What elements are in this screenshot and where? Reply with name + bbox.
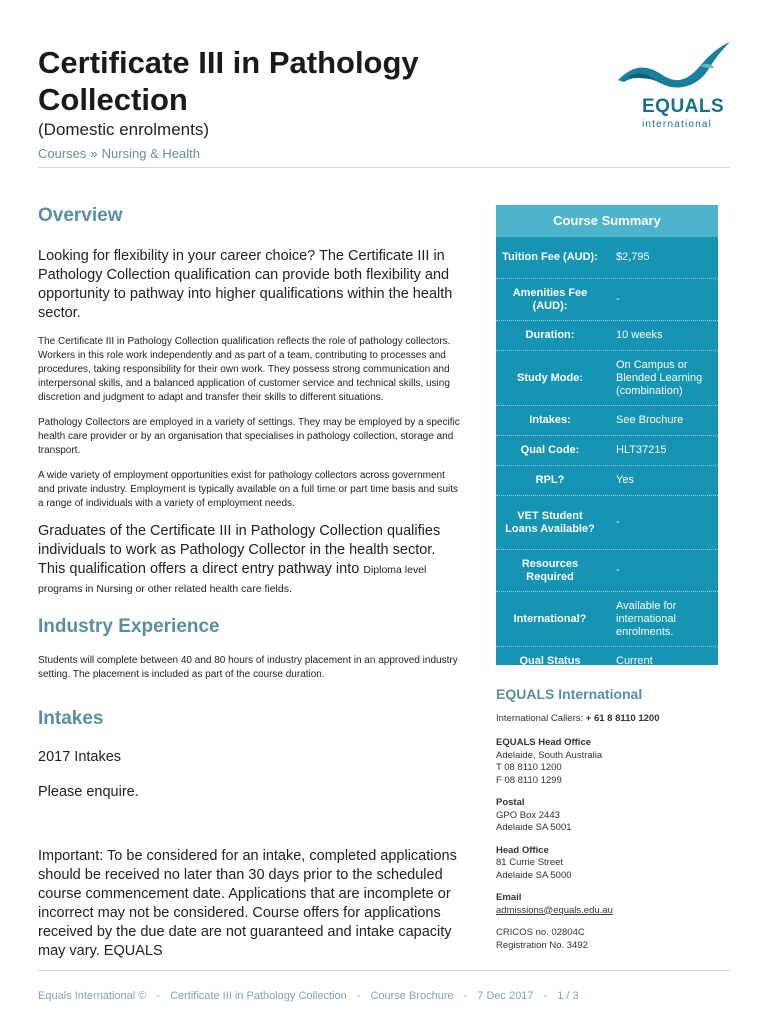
breadcrumb <box>38 146 200 161</box>
course-summary-heading: Course Summary <box>496 205 718 237</box>
summary-row-vet-loans <box>496 496 718 550</box>
office-block <box>496 845 726 883</box>
industry-heading: Industry Experience <box>38 616 220 637</box>
cricos-number: CRICOS no. 02804C <box>496 927 585 938</box>
summary-label: Intakes: <box>529 414 571 426</box>
graduates-tail: Diploma level programs in Nursing or other related health care fields. <box>38 564 427 595</box>
logo-tagline: international <box>642 119 713 130</box>
summary-value: Available for international enrolments. <box>616 599 677 638</box>
intakes-heading: Intakes <box>38 708 104 729</box>
footer <box>38 990 579 1002</box>
email-link[interactable]: admissions@equals.edu.au <box>496 904 613 916</box>
summary-label: Tuition Fee (AUD): <box>502 251 598 263</box>
breadcrumb-separator: » <box>90 146 98 161</box>
page-title: Certificate III in Pathology Collection <box>38 45 419 117</box>
postal-line: GPO Box 2443 <box>496 809 560 821</box>
equals-logo <box>612 40 732 135</box>
summary-row-resources <box>496 550 718 592</box>
summary-value: On Campus or Blended Learning (combination) <box>616 358 703 397</box>
intakes-enquire: Please enquire. <box>38 784 139 800</box>
head-office-title: EQUALS Head Office <box>496 737 592 748</box>
summary-row-tuition <box>496 237 718 279</box>
international-callers <box>496 713 726 726</box>
summary-value: 10 weeks <box>616 329 663 341</box>
contact-heading: EQUALS International <box>496 686 643 702</box>
office-line: 81 Currie Street <box>496 857 564 868</box>
footer-separator: - <box>543 990 548 1002</box>
summary-row-study-mode <box>496 351 718 406</box>
summary-label: RPL? <box>535 474 565 486</box>
summary-value: $2,795 <box>616 251 650 263</box>
summary-value: Yes <box>616 474 634 486</box>
summary-label: VET Student Loans Available? <box>505 509 595 535</box>
intakes-important: Important: To be considered for an intake, completed applications should be received no later than 30 days prior to the scheduled course commencement date. Applications that are incomplete or incorrect may not be considered. Course offers for applications received by the due date are not guaranteed and intake capacity may vary. EQUALS <box>38 848 457 959</box>
summary-label: International? <box>513 612 587 625</box>
footer-divider <box>38 970 730 971</box>
head-office-phone[interactable]: T 08 8110 1200 <box>496 762 562 773</box>
summary-row-rpl <box>496 466 718 496</box>
summary-label: Amenities Fee (AUD): <box>512 286 588 312</box>
footer-copyright: Equals International © <box>38 990 147 1002</box>
summary-row-intakes <box>496 406 718 436</box>
footer-separator: - <box>356 990 361 1002</box>
head-office-line: Adelaide, South Australia <box>496 749 603 761</box>
bird-icon <box>616 40 732 96</box>
summary-value: - <box>616 564 620 576</box>
overview-paragraph-3: A wide variety of employment opportunities exist for pathology collectors across government and private industry. Employment is typically available on a full time or part time basis and suits a range of individuals with a variety of employment needs. <box>38 470 459 509</box>
summary-label: Qual Status <box>519 654 581 667</box>
contact-block <box>496 688 726 952</box>
postal-block <box>496 797 726 835</box>
callers-label: International Callers: <box>496 712 584 724</box>
summary-row-qual-code <box>496 436 718 466</box>
intakes-year: 2017 Intakes <box>38 749 122 765</box>
summary-row-qual-status <box>496 647 718 675</box>
footer-course: Certificate III in Pathology Collection <box>170 990 347 1002</box>
summary-value: HLT37215 <box>616 444 667 456</box>
footer-separator: - <box>463 990 468 1002</box>
logo-wordmark: EQUALS <box>642 96 725 117</box>
overview-heading: Overview <box>38 205 123 226</box>
head-office-block <box>496 737 726 787</box>
page-subtitle: (Domestic enrolments) <box>38 120 209 139</box>
summary-value: See Brochure <box>616 414 684 426</box>
summary-value: Current <box>616 654 653 667</box>
summary-label: Qual Code: <box>520 444 580 456</box>
overview-paragraph-2: Pathology Collectors are employed in a variety of settings. They may be employed by a specific health care provider or by an organisation that specialises in pathology collection, storage and transport. <box>38 417 460 456</box>
footer-doc-type: Course Brochure <box>370 990 454 1002</box>
footer-date: 7 Dec 2017 <box>477 990 534 1002</box>
postal-line: Adelaide SA 5001 <box>496 822 572 833</box>
callers-phone[interactable]: + 61 8 8110 1200 <box>585 712 660 724</box>
summary-value: - <box>616 293 620 305</box>
summary-value: - <box>616 516 620 528</box>
industry-text: Students will complete between 40 and 80 hours of industry placement in an approved industry setting. The placement is included as part of the course duration. <box>38 655 458 680</box>
overview-lead: Looking for flexibility in your career choice? The Certificate III in Pathology Collection qualification can provide both flexibility and opportunity to pathway into higher qualifications within the health sector. <box>38 248 453 321</box>
footer-page-number: 1 / 3 <box>557 990 579 1002</box>
breadcrumb-nursing-health[interactable]: Nursing & Health <box>101 146 200 161</box>
header-divider <box>38 167 730 168</box>
postal-title: Postal <box>496 797 525 808</box>
footer-separator: - <box>156 990 161 1002</box>
summary-label: Resources Required <box>521 557 579 583</box>
summary-label: Duration: <box>525 329 575 341</box>
overview-paragraph-1: The Certificate III in Pathology Collection qualification reflects the role of pathology collectors. Workers in this role work independently and as part of a team, contributing to processes and procedures, taking responsibility for their own work. They possess strong communication and interpersonal skills, and a balanced application of customer service and technical skills, using discretion and judgment to adapt and transfer their skills to different situations. <box>38 336 451 403</box>
summary-row-amenities <box>496 279 718 321</box>
course-summary-panel <box>496 205 718 665</box>
summary-row-international <box>496 592 718 647</box>
graduates-paragraph <box>38 522 462 598</box>
email-block <box>496 892 726 917</box>
office-line: Adelaide SA 5000 <box>496 869 572 881</box>
summary-label: Study Mode: <box>517 371 583 384</box>
head-office-fax: F 08 8110 1299 <box>496 774 562 786</box>
main-content <box>38 205 462 961</box>
breadcrumb-courses[interactable]: Courses <box>38 146 87 161</box>
summary-row-duration <box>496 321 718 351</box>
graduates-lead: Graduates of the Certificate III in Pathology Collection qualifies individuals to work as Pathology Collector in the health sector. This qualification offers a direct entry pathway into <box>38 523 441 577</box>
office-title: Head Office <box>496 844 549 856</box>
email-title: Email <box>496 892 522 903</box>
registration-number: Registration No. 3492 <box>496 939 588 951</box>
